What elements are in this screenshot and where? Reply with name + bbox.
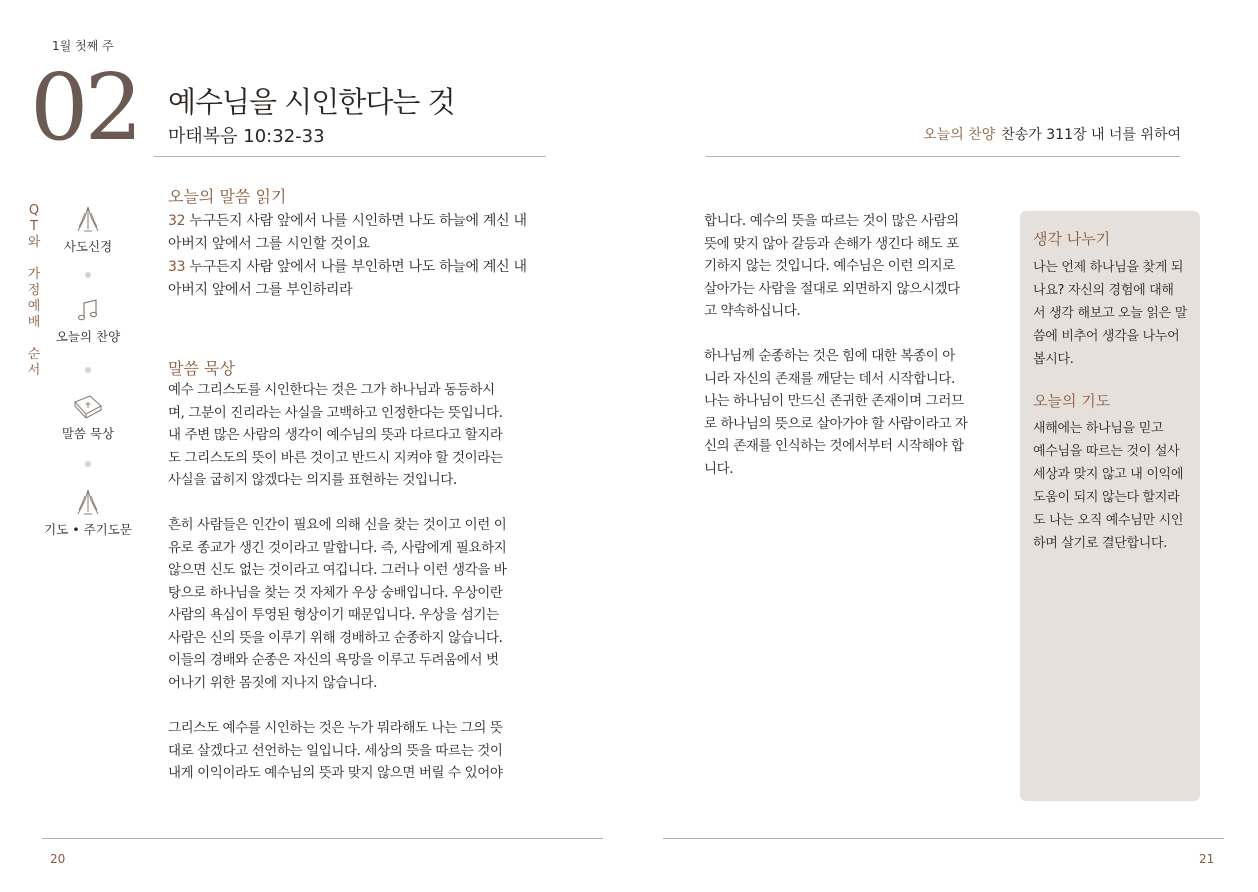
meditation-paragraph-4: 합니다. 예수의 뜻을 따르는 것이 많은 사람의 뜻에 맞지 않아 갈등과 손해가 생긴다 해도 포 기하지 않는 것입니다. 예수님은 이런 의지로 살아가는 사람을 절대로 외면하지 않으시겠다 고 약속하십니다. [704, 213, 960, 319]
meditation-paragraph-5: 하나님께 순종하는 것은 힘에 대한 복종이 아 니라 자신의 존재를 깨닫는 데서 시작합니다. 나는 하나님이 만드신 존귀한 존재이며 그러므 로 하나님의 뜻으로 살아가야 할 사람이라고 자 신의 존재를 인식하는 것에서부터 시작해야 합 니다. [704, 348, 968, 477]
meditation-paragraph-2: 흔히 사람들은 인간이 필요에 의해 신을 찾는 것이고 이런 이 유로 종교가 생긴 것이라고 말합니다. 즉, 사람에게 필요하지 않으면 신도 없는 것이라고 여깁니다. 그러나 이런 생각을 바 탕으로 하나님을 찾는 것 자체가 우상 숭배입니다. 우상이란 사람의 욕심이 투영된 형상이기 때문입니다. 우상을 섬기는 사람은 신의 뜻을 이루기 위해 경배하고 순종하지 않습니다. 이들의 경배와 순종은 자신의 욕망을 이루고 두려움에서 벗 어나기 위한 몸짓에 지나지 않습니다. [168, 517, 507, 691]
today-hymn [923, 124, 1181, 144]
sharing-heading: 생각 나누기 [1033, 230, 1111, 248]
sidebar-divider-dot [85, 461, 91, 467]
hymn-text: 찬송가 311장 내 너를 위하여 [1001, 127, 1181, 143]
page-number-left: 20 [50, 852, 66, 866]
vertical-section-title: Q T 와 가 정 예 배 순 서 [27, 203, 41, 378]
header-rule-right [706, 156, 1180, 157]
sidebar-item-label: 기도 • 주기도문 [44, 522, 132, 537]
header-rule-left [154, 156, 546, 157]
praying-hands-icon [73, 488, 103, 516]
sidebar-divider-dot [85, 272, 91, 278]
sidebar-item-prayer [43, 488, 133, 538]
page-number-right: 21 [1199, 852, 1215, 866]
day-number: 02 [30, 54, 140, 161]
verse-line: 아버지 앞에서 그를 시인할 것이요 [168, 236, 370, 252]
meditation-paragraph-1: 예수 그리스도를 시인한다는 것은 그가 하나님과 동등하시 며, 그분이 진리라는 사실을 고백하고 인정한다는 뜻입니다. 내 주변 많은 사람의 생각이 예수님의 뜻과 다르다고 할지라 도 그리스도의 뜻이 바른 것이고 반드시 지켜야 할 것이라는 사실을 굽히지 않겠다는 의지를 표현하는 것입니다. [168, 382, 503, 488]
meditation-paragraph-3: 그리스도 예수를 시인하는 것은 누가 뭐라해도 나는 그의 뜻 대로 살겠다고 선언하는 일입니다. 세상의 뜻을 따르는 것이 내게 이익이라도 예수님의 뜻과 맞지 않으면 버릴 수 있어야 [168, 720, 503, 781]
prayer-heading: 오늘의 기도 [1033, 392, 1111, 410]
meditation-heading: 말씀 묵상 [168, 359, 235, 378]
scripture-reference: 마태복음 10:32-33 [168, 126, 325, 147]
verse-line: 33 누구든지 사람 앞에서 나를 부인하면 나도 하늘에 계신 내 [168, 259, 527, 275]
praying-hands-icon [73, 205, 103, 233]
sharing-text: 나는 언제 하나님을 찾게 되 나요? 자신의 경험에 대해 서 생각 해보고 오늘 읽은 말 씀에 비추어 생각을 나누어 봅시다. [1033, 260, 1187, 367]
sidebar-item-apostles-creed [43, 205, 133, 255]
week-label: 1월 첫째 주 [52, 39, 114, 53]
music-note-icon [76, 297, 100, 323]
hymn-label: 오늘의 찬양 [923, 127, 996, 143]
sidebar-item-label: 말씀 묵상 [61, 426, 115, 441]
sidebar-divider-dot [85, 367, 91, 373]
sidebar-item-label: 사도신경 [63, 239, 113, 254]
verse-line: 아버지 앞에서 그를 부인하리라 [168, 282, 353, 298]
reading-verses [168, 210, 527, 302]
sidebar-item-hymn [43, 297, 133, 345]
reading-heading: 오늘의 말씀 읽기 [168, 187, 287, 206]
bible-icon [72, 392, 104, 420]
page-title: 예수님을 시인한다는 것 [168, 85, 455, 119]
footer-rule-right [663, 838, 1224, 839]
sidebar-item-label: 오늘의 찬양 [55, 329, 121, 344]
verse-line: 32 누구든지 사람 앞에서 나를 시인하면 나도 하늘에 계신 내 [168, 213, 527, 229]
prayer-text: 새해에는 하나님을 믿고 예수님을 따르는 것이 설사 세상과 맞지 않고 내 이익에 도움이 되지 않는다 할지라 도 나는 오직 예수님만 시인 하며 살기로 결단합니다. [1033, 421, 1184, 551]
footer-rule-left [42, 838, 603, 839]
sidebar-item-meditation [43, 392, 133, 442]
